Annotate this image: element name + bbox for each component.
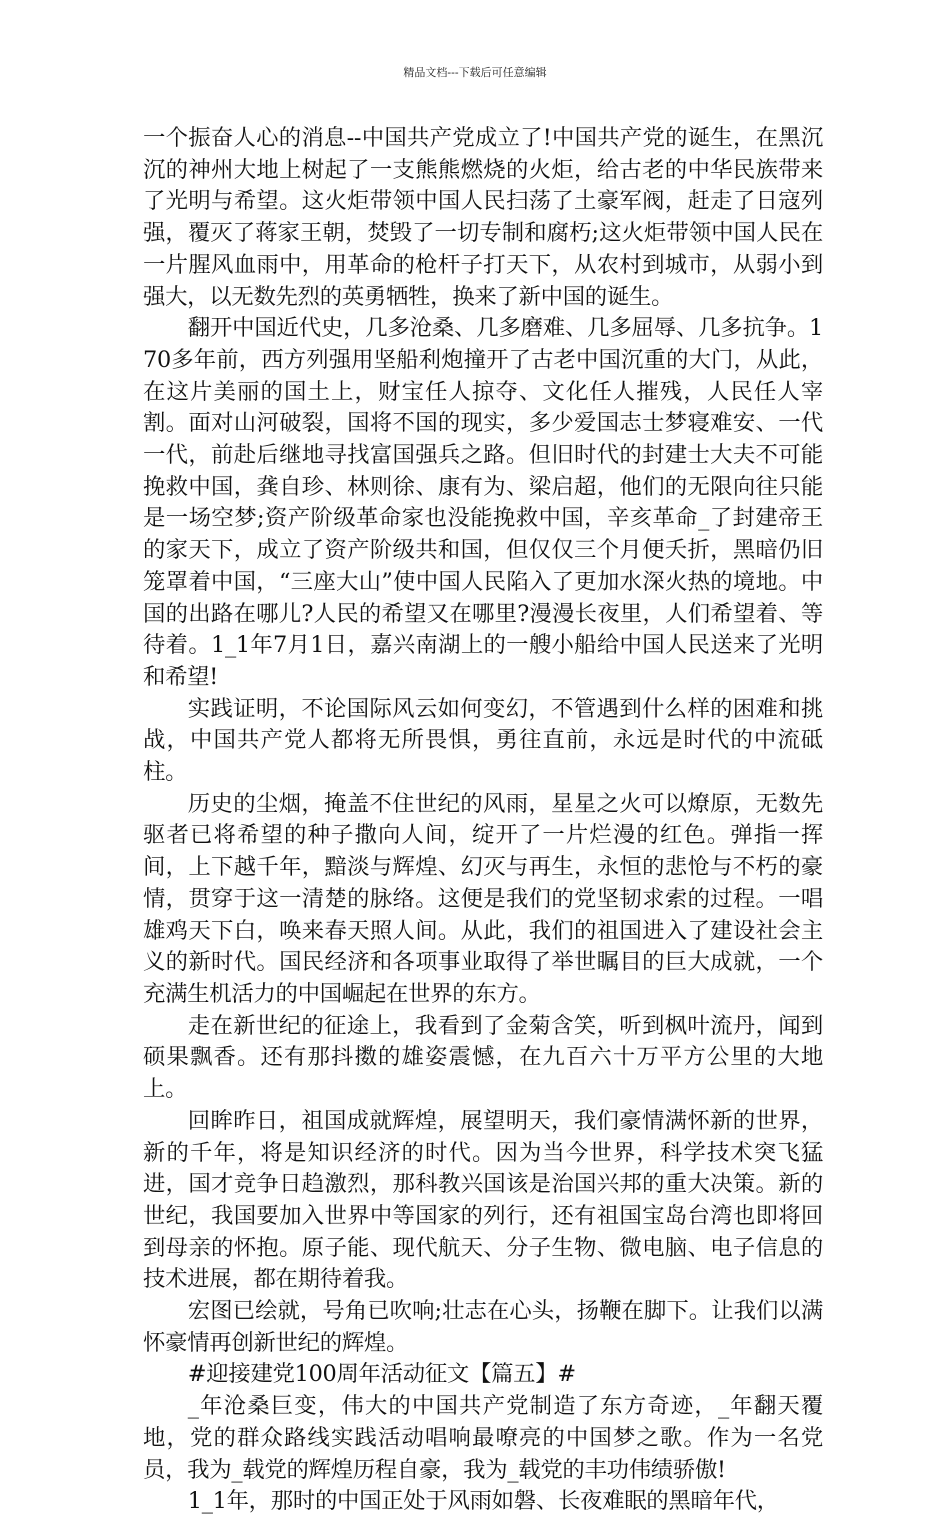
paragraph-9: 1_1年，那时的中国正处于风雨如磐、长夜难眠的黑暗年代， bbox=[187, 1488, 779, 1515]
paragraph-1: 一个振奋人心的消息--中国共产党成立了!中国共产党的诞生，在黑沉沉的神州大地上树起了一支熊熊燃烧的火炬，给古老的中华民族带来了光明与希望。这火炬带领中国人民扫荡了土豪军阀，赶走了日寇列强，覆灭了蒋家王朝，焚毁了一切专制和腐朽;这火炬带领中国人民在一片腥风血雨中，用革命的枪杆子打天下，从农村到城市，从弱小到强大，以无数先烈的英勇牺牲，换来了新中国的诞生。 bbox=[143, 125, 823, 310]
paragraph-5: 走在新世纪的征途上，我看到了金菊含笑，听到枫叶流丹，闻到硕果飘香。还有那抖擞的雄姿震憾，在九百六十万平方公里的大地上。 bbox=[143, 1012, 823, 1103]
section-heading: #迎接建党100周年活动征文【篇五】# bbox=[187, 1361, 576, 1388]
paragraph-3: 实践证明，不论国际风云如何变幻，不管遇到什么样的困难和挑战，中国共产党人都将无所畏惧，勇往直前，永远是时代的中流砥柱。 bbox=[143, 695, 823, 786]
document-body bbox=[143, 123, 823, 1518]
paragraph-8: _年沧桑巨变，伟大的中国共产党制造了东方奇迹，_年翻天覆地，党的群众路线实践活动唱响最嘹亮的中国梦之歌。作为一名党员，我为_载党的辉煌历程自豪，我为_载党的丰功伟绩骄傲! bbox=[143, 1393, 823, 1483]
page-header: 精品文档---下载后可任意编辑 bbox=[403, 66, 547, 79]
paragraph-2: 翻开中国近代史，几多沧桑、几多磨难、几多屈辱、几多抗争。170多年前，西方列强用坚船利炮撞开了古老中国沉重的大门，从此，在这片美丽的国土上，财宝任人掠夺、文化任人摧残，人民任人宰割。面对山河破裂，国将不国的现实，多少爱国志士梦寝难安、一代一代，前赴后继地寻找富国强兵之路。但旧时代的封建士大夫不可能挽救中国，龚自珍、林则徐、康有为、梁启超，他们的无限向往只能是一场空梦;资产阶级革命家也没能挽救中国，辛亥革命_了封建帝王的家天下，成立了资产阶级共和国，但仅仅三个月便夭折，黑暗仍旧笼罩着中国，“三座大山”使中国人民陷入了更加水深火热的境地。中国的出路在哪儿?人民的希望又在哪里?漫漫长夜里，人们希望着、等待着。1_1年7月1日，嘉兴南湖上的一艘小船给中国人民送来了光明和希望! bbox=[143, 315, 823, 690]
paragraph-7: 宏图已绘就，号角已吹响;壮志在心头，扬鞭在脚下。让我们以满怀豪情再创新世纪的辉煌。 bbox=[143, 1298, 823, 1356]
paragraph-6: 回眸昨日，祖国成就辉煌，展望明天，我们豪情满怀新的世界，新的千年，将是知识经济的时代。因为当今世界，科学技术突飞猛进，国才竞争日趋激烈，那科教兴国该是治国兴邦的重大决策。新的世纪，我国要加入世界中等国家的列行，还有祖国宝岛台湾也即将回到母亲的怀抱。原子能、现代航天、分子生物、微电脑、电子信息的技术进展，都在期待着我。 bbox=[143, 1107, 823, 1293]
paragraph-4: 历史的尘烟，掩盖不住世纪的风雨，星星之火可以燎原，无数先驱者已将希望的种子撒向人间，绽开了一片烂漫的红色。弹指一挥间，上下越千年，黯淡与辉煌、幻灭与再生，永恒的悲怆与不朽的豪情，贯穿于这一清楚的脉络。这便是我们的党坚韧求索的过程。一唱雄鸡天下白，唤来春天照人间。从此，我们的祖国进入了建设社会主义的新时代。国民经济和各项事业取得了举世瞩目的巨大成就，一个充满生机活力的中国崛起在世界的东方。 bbox=[143, 790, 823, 1007]
